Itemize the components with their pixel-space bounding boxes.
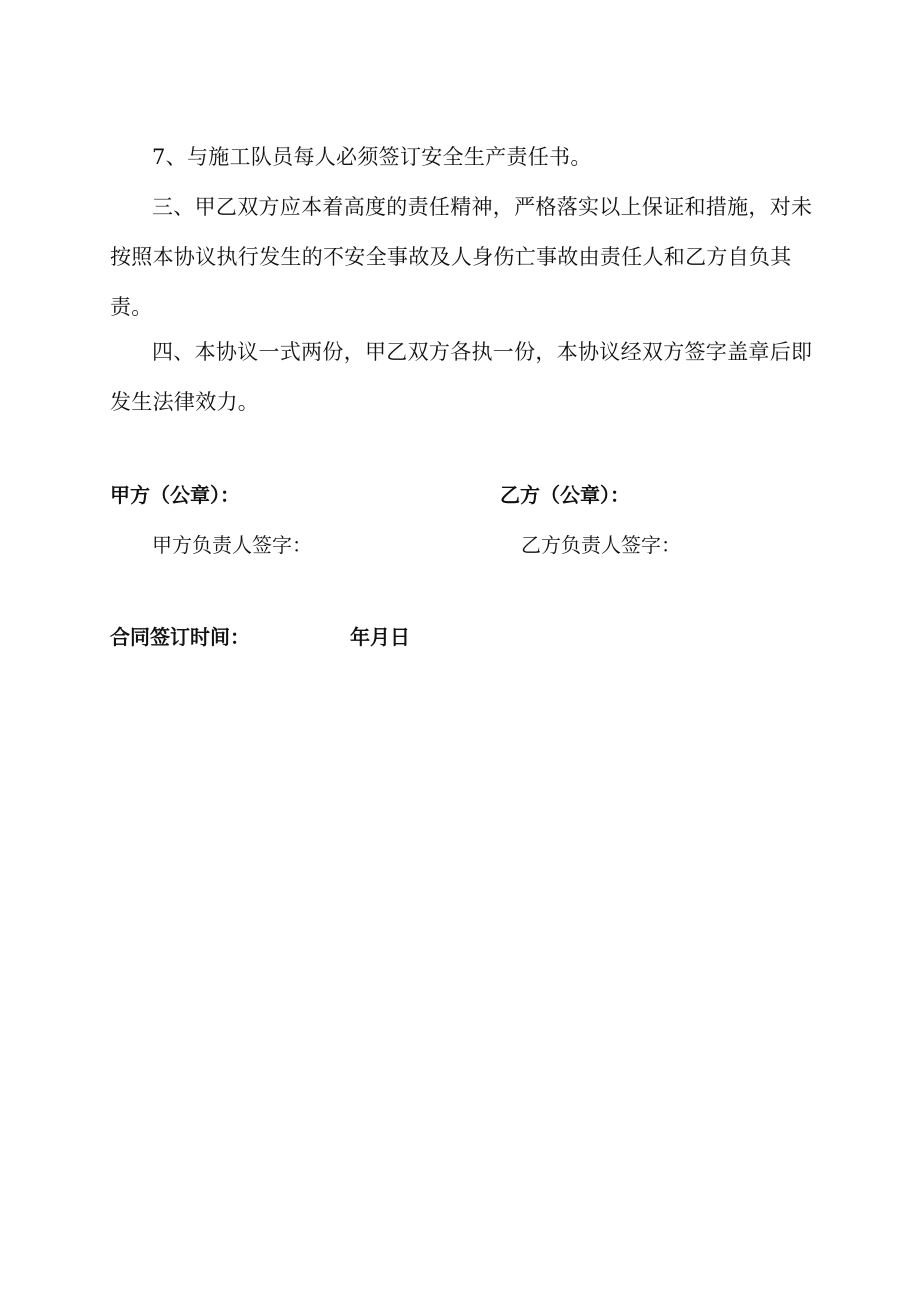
party-a-seal-label: 甲方（公章）： — [110, 483, 240, 507]
clause-7-paragraph: 7、与施工队员每人必须签订安全生产责任书。 — [152, 145, 592, 169]
party-b-signature-label: 乙方负责人签字： — [521, 533, 681, 557]
party-b-seal-label: 乙方（公章）： — [500, 483, 630, 507]
section-3-paragraph: 三、甲乙双方应本着高度的责任精神，严格落实以上保证和措施，对未按照本协议执行发生的不安全事故及人身伤亡事故由责任人和乙方自负其责。 — [110, 195, 813, 319]
section-4-paragraph: 四、本协议一式两份，甲乙双方各执一份，本协议经双方签字盖章后即发生法律效力。 — [110, 340, 813, 414]
party-a-signature-label: 甲方负责人签字： — [152, 533, 312, 557]
contract-date-label: 合同签订时间： — [110, 625, 250, 649]
contract-date-value: 年月日 — [350, 625, 410, 649]
